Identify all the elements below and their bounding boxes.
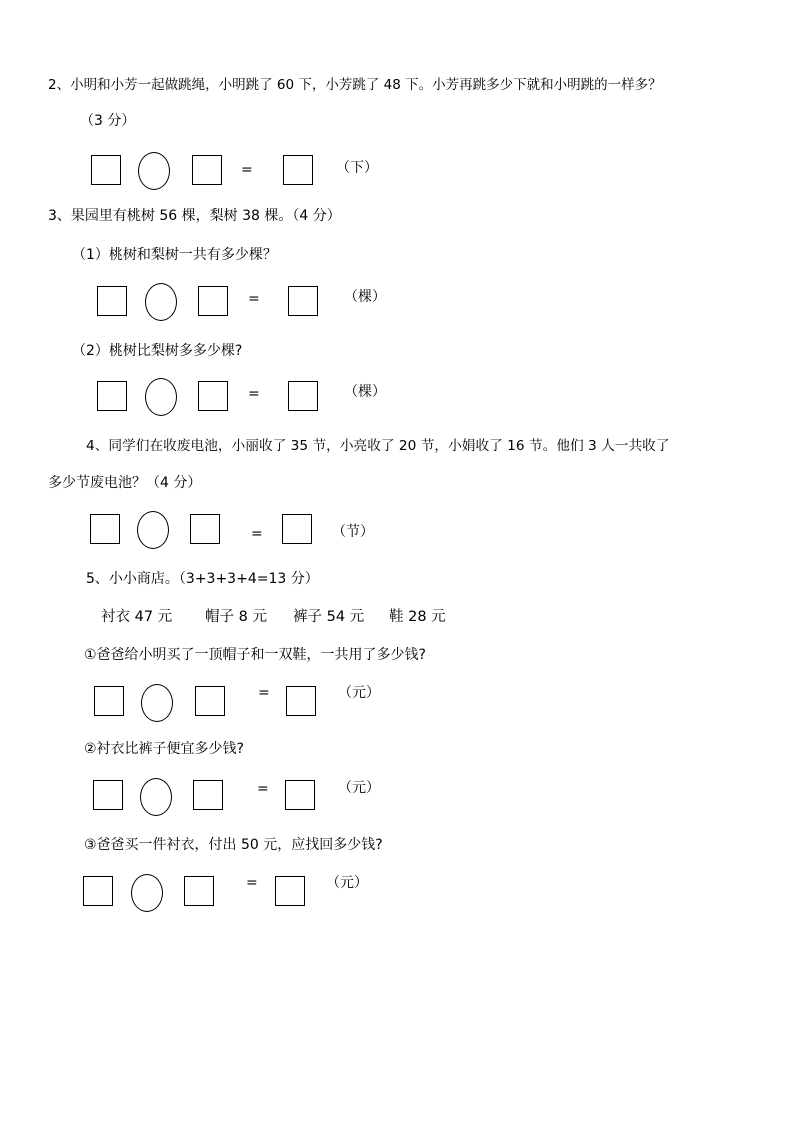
q2-score: （3 分）: [80, 113, 136, 129]
equals-sign: =: [257, 781, 269, 797]
price-item-pants: 裤子 54 元: [293, 609, 365, 625]
answer-box[interactable]: [193, 780, 223, 810]
answer-box[interactable]: [97, 381, 127, 411]
unit-label: （棵）: [344, 384, 386, 400]
answer-box[interactable]: [288, 286, 318, 316]
answer-box[interactable]: [91, 155, 121, 185]
answer-box[interactable]: [275, 876, 305, 906]
operator-circle[interactable]: [131, 874, 163, 912]
operator-circle[interactable]: [145, 378, 177, 416]
answer-box[interactable]: [198, 381, 228, 411]
operator-circle[interactable]: [140, 778, 172, 816]
price-item-shirt: 衬衣 47 元: [101, 609, 173, 625]
answer-box[interactable]: [282, 514, 312, 544]
equals-sign: =: [246, 875, 258, 891]
answer-box[interactable]: [90, 514, 120, 544]
equals-sign: =: [248, 386, 260, 402]
answer-box[interactable]: [83, 876, 113, 906]
unit-label: （元）: [338, 780, 380, 796]
q5-sub1: ①爸爸给小明买了一顶帽子和一双鞋，一共用了多少钱?: [84, 647, 426, 663]
answer-box[interactable]: [192, 155, 222, 185]
equals-sign: =: [258, 685, 270, 701]
unit-label: （元）: [338, 685, 380, 701]
answer-box[interactable]: [285, 780, 315, 810]
operator-circle[interactable]: [145, 283, 177, 321]
answer-box[interactable]: [93, 780, 123, 810]
q5-sub2: ②衬衣比裤子便宜多少钱?: [84, 741, 244, 757]
equals-sign: =: [251, 526, 263, 542]
q4-text-line2: 多少节废电池？（4 分）: [48, 475, 202, 491]
answer-box[interactable]: [94, 686, 124, 716]
q2-text: 2、小明和小芳一起做跳绳，小明跳了 60 下，小芳跳了 48 下。小芳再跳多少下就和小明跳的一样多？: [48, 77, 662, 93]
operator-circle[interactable]: [138, 152, 170, 190]
answer-box[interactable]: [97, 286, 127, 316]
answer-box[interactable]: [286, 686, 316, 716]
equals-sign: =: [248, 291, 260, 307]
unit-label: （元）: [326, 875, 368, 891]
unit-label: （节）: [332, 524, 374, 540]
q4-text-line1: 4、同学们在收废电池，小丽收了 35 节，小亮收了 20 节，小娟收了 16 节。他们 3 人一共收了: [86, 438, 670, 454]
equals-sign: =: [241, 162, 253, 178]
q3-text: 3、果园里有桃树 56 棵，梨树 38 棵。（4 分）: [48, 208, 341, 224]
answer-box[interactable]: [283, 155, 313, 185]
q5-sub3: ③爸爸买一件衬衣，付出 50 元，应找回多少钱?: [84, 837, 383, 853]
answer-box[interactable]: [190, 514, 220, 544]
unit-label: （棵）: [344, 289, 386, 305]
operator-circle[interactable]: [141, 684, 173, 722]
q5-text: 5、小小商店。（3+3+3+4=13 分）: [86, 571, 319, 587]
answer-box[interactable]: [195, 686, 225, 716]
q3-sub2: （2）桃树比梨树多多少棵?: [72, 343, 243, 359]
price-item-shoes: 鞋 28 元: [389, 609, 446, 625]
answer-box[interactable]: [288, 381, 318, 411]
answer-box[interactable]: [184, 876, 214, 906]
answer-box[interactable]: [198, 286, 228, 316]
q3-sub1: （1）桃树和梨树一共有多少棵？: [72, 247, 277, 263]
unit-label: （下）: [336, 160, 378, 176]
price-item-hat: 帽子 8 元: [205, 609, 267, 625]
operator-circle[interactable]: [137, 511, 169, 549]
